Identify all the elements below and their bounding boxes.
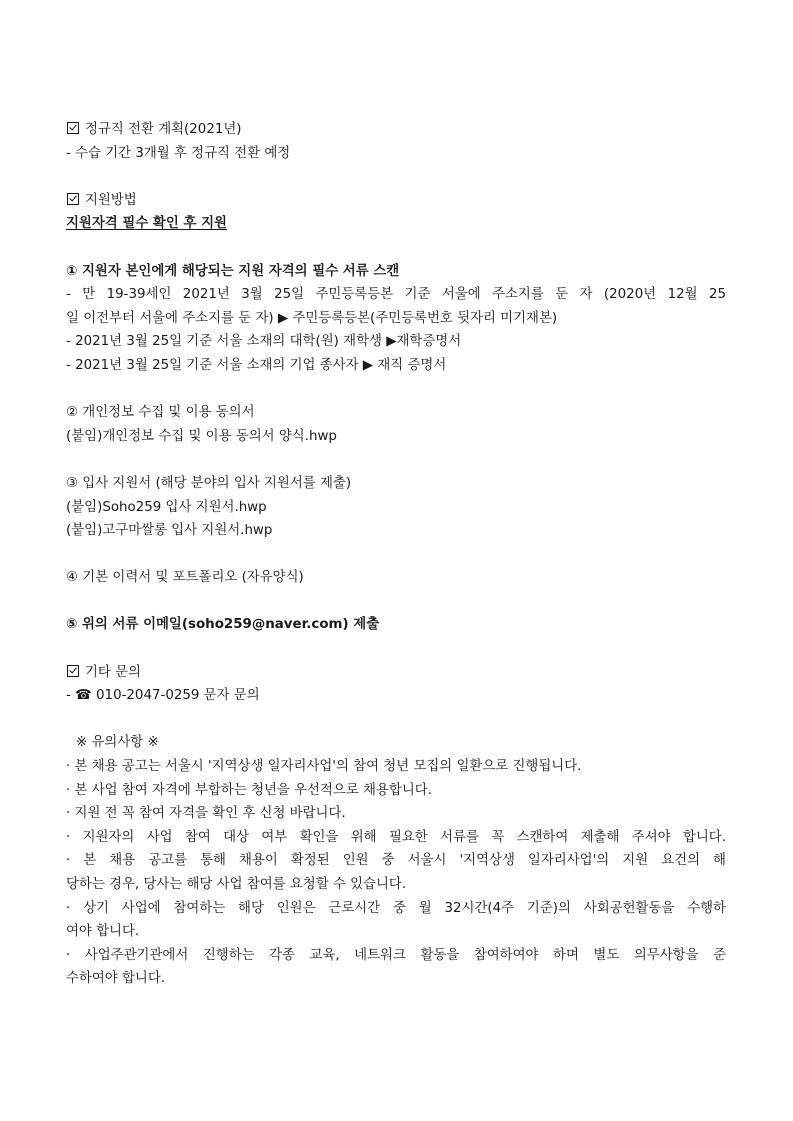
spacer [66,448,726,472]
step4-title: ④ 기본 이력서 및 포트폴리오 (자유양식) [66,570,304,586]
notes-section [66,731,726,991]
conversion-detail: - 수습 기간 3개월 후 정규직 전환 예정 [66,145,291,161]
spacer [66,708,726,732]
conversion-heading [66,118,726,142]
notes-item: 여야 합니다. [66,924,140,940]
checkbox-icon [67,193,79,205]
notes-item: · 지원자의 사업 참여 대상 여부 확인을 위해 필요한 서류를 꼭 스캔하여 제출해 주셔야 합니다. [66,829,726,845]
spacer [66,378,726,402]
notes-item: · 본 사업 참여 자격에 부합하는 청년을 우선적으로 채용합니다. [66,782,432,798]
step1-line3: - 2021년 3월 25일 기준 서울 소재의 대학(원) 재학생 ▶재학증명서 [66,334,462,350]
apply-heading [66,189,726,213]
notes-item: · 상기 사업에 참여하는 해당 인원은 근로시간 중 월 32시간(4주 기준)의 사회공헌활동을 수행하 [66,900,726,916]
spacer [66,543,726,567]
contact-detail: - ☎ 010-2047-0259 문자 문의 [66,688,260,704]
notes-title: ※ 유의사항 ※ [76,735,159,751]
notes-item: · 사업주관기관에서 진행하는 각종 교육, 네트워크 활동을 참여하여야 하며 별도 의무사항을 준 [66,947,726,963]
step1-line1: - 만 19-39세인 2021년 3월 25일 주민등록등본 기준 서울에 주소지를 둔 자 (2020년 12월 25 [66,287,726,303]
apply-subheading: 지원자격 필수 확인 후 지원 [66,216,227,232]
step1-title: ① 지원자 본인에게 해당되는 지원 자격의 필수 서류 스캔 [66,263,400,279]
step5-title: ⑤ 위의 서류 이메일(soho259@naver.com) 제출 [66,617,380,633]
spacer [66,590,726,614]
notes-item: · 본 채용 공고를 통해 채용이 확정된 인원 중 서울시 '지역상생 일자리사업'의 지원 요건의 해 [66,853,726,869]
checkbox-icon [67,665,79,677]
step3-title: ③ 입사 지원서 (해당 분야의 입사 지원서를 제출) [66,475,352,491]
spacer [66,637,726,661]
step1-line4: - 2021년 3월 25일 기준 서울 소재의 기업 종사자 ▶ 재직 증명서 [66,357,447,373]
spacer [66,165,726,189]
checkbox-icon [67,122,79,134]
notes-item: 당하는 경우, 당사는 해당 사업 참여를 요청할 수 있습니다. [66,877,407,892]
contact-heading-text: 기타 문의 [85,664,141,680]
document-page [66,118,726,991]
spacer [66,236,726,260]
apply-heading-text: 지원방법 [85,192,137,208]
step1-line2: 일 이전부터 서울에 주소지를 둔 자) ▶ 주민등록등본(주민등록번호 뒷자리 미기재본) [66,310,558,326]
step2-attachment: (붙임)개인정보 수집 및 이용 동의서 양식.hwp [66,428,337,444]
step3-attachment2: (붙임)고구마쌀롱 입사 지원서.hwp [66,523,273,539]
notes-item: 수하여야 합니다. [66,971,166,987]
notes-item: · 본 채용 공고는 서울시 '지역상생 일자리사업'의 참여 청년 모집의 일환으로 진행됩니다. [66,759,582,775]
notes-item: · 지원 전 꼭 참여 자격을 확인 후 신청 바랍니다. [66,806,346,822]
step3-attachment1: (붙임)Soho259 입사 지원서.hwp [66,499,267,515]
conversion-heading-text: 정규직 전환 계획(2021년) [85,122,242,137]
contact-heading [66,661,726,685]
step2-title: ② 개인정보 수집 및 이용 동의서 [66,405,255,421]
